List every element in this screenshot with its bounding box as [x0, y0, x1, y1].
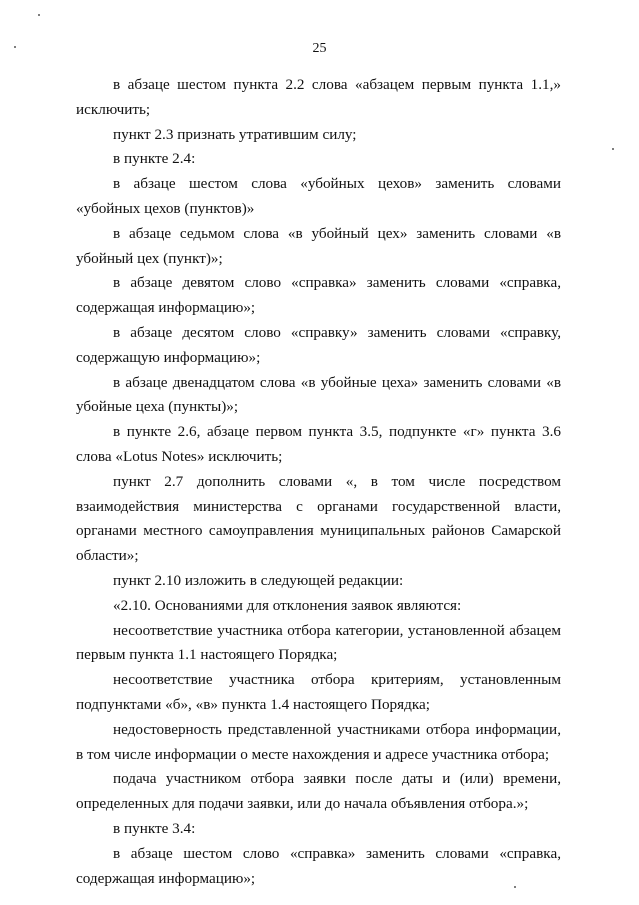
paragraph: в абзаце двенадцатом слова «в убойные цеха» заменить словами «в убойные цеха (пункты)»; — [76, 373, 561, 416]
paragraph: в абзаце девятом слово «справка» заменить словами «справка, содержащая информацию»; — [76, 274, 561, 317]
document-body — [76, 73, 561, 891]
paragraph: в абзаце шестом слова «убойных цехов» заменить словами «убойных цехов (пунктов)» — [76, 175, 561, 217]
page-number: 25 — [312, 41, 327, 56]
scan-speck — [38, 14, 40, 16]
paragraph: в абзаце шестом слово «справка» заменить словами «справка, содержащая информацию»; — [76, 844, 561, 887]
paragraph: «2.10. Основаниями для отклонения заявок являются: — [113, 596, 462, 614]
paragraph: в абзаце седьмом слова «в убойный цех» заменить словами «в убойный цех (пункт)»; — [76, 224, 561, 267]
paragraph: в пункте 2.6, абзаце первом пункта 3.5, подпункте «г» пункта 3.6 слова «Lotus Notes» исключить; — [76, 423, 561, 465]
paragraph: в пункте 3.4: — [113, 819, 196, 837]
scan-speck — [612, 148, 614, 150]
paragraph: пункт 2.7 дополнить словами «, в том числе посредством взаимодействия министерства с органами государственной власти, органами местного самоуправления муниципальных районов Самарской области»; — [76, 472, 561, 565]
paragraph: в абзаце шестом пункта 2.2 слова «абзацем первым пункта 1.1,» исключить; — [76, 76, 561, 118]
paragraph: недостоверность представленной участниками отбора информации, в том числе информации о месте нахождения и адресе участника отбора; — [76, 720, 561, 763]
paragraph: подача участником отбора заявки после даты и (или) времени, определенных для подачи заявки, или до начала объявления отбора.»; — [76, 770, 561, 813]
paragraph: пункт 2.3 признать утратившим силу; — [113, 125, 357, 143]
paragraph: в абзаце десятом слово «справку» заменить словами «справку, содержащую информацию»; — [76, 323, 561, 366]
paragraph: несоответствие участника отбора критериям, установленным подпунктами «б», «в» пункта 1.4 настоящего Порядка; — [76, 671, 561, 713]
paragraph: несоответствие участника отбора категории, установленной абзацем первым пункта 1.1 настоящего Порядка; — [76, 621, 561, 664]
paragraph: пункт 2.10 изложить в следующей редакции: — [113, 571, 404, 589]
paragraph: в пункте 2.4: — [113, 150, 196, 168]
